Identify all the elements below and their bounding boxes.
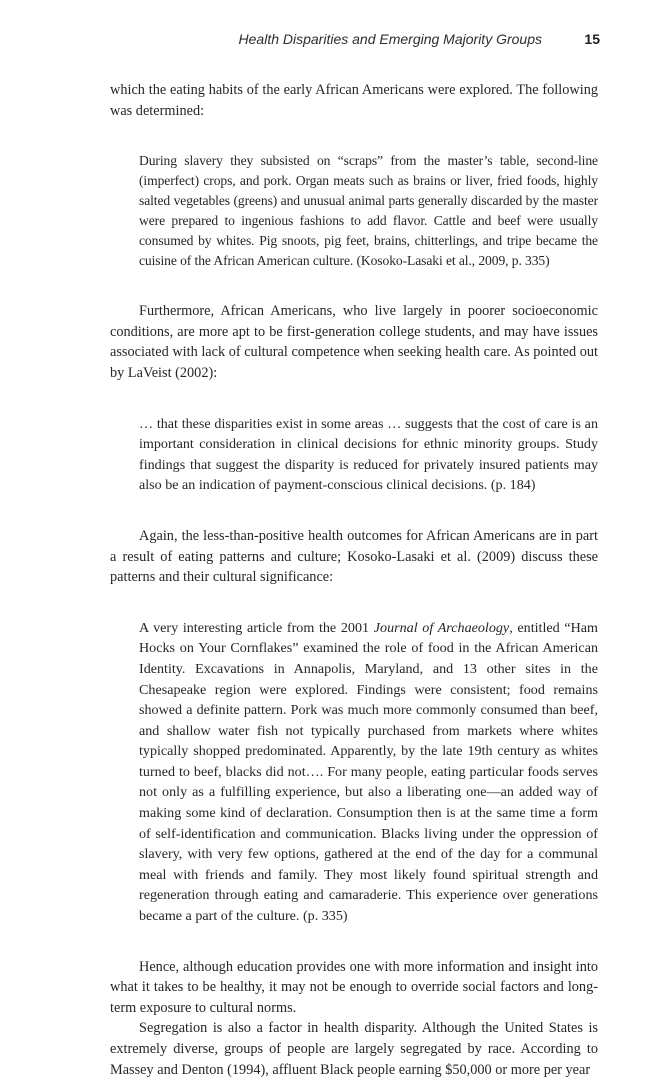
paragraph-intro: which the eating habits of the early African Americans were explored. The following was determined: <box>110 82 598 119</box>
block-quote-text <box>139 618 598 927</box>
quote-rest: , entitled “Ham Hocks on Your Cornflakes” examined the role of food in the African American Identity. Excavations in Annapolis, Maryland, and 13 other sites in the Chesapeake region were explored. Findings were consistent; food remains showed a definite pattern. Pork was much more commonly consumed than beef, and shallow water fish not typically purchased from markets where whites typically shopped predominated. Apparently, by the late 19th century as whites turned to beef, blacks did not…. For many people, eating particular foods serves not only as a fulfilling experience, but also a liberating one—an added way of making some kind of declaration. Consumption then is at the same time a form of self-identification and communication. Blacks living under the oppression of slavery, with very few options, gathered at the end of the day for a communal meal with friends and family. They most likely found spiritual strength and regeneration through eating and camaraderie. This experience over generations became a part of the culture. (p. 335) <box>139 619 599 925</box>
block-quote-archaeology <box>110 618 598 927</box>
page-body <box>110 80 598 1080</box>
block-quote-text: … that these disparities exist in some areas … suggests that the cost of care is an important consideration in clinical decisions for ethnic minority groups. Study findings that suggest the disparity is reduced for privately insured patients may also be an indication of payment-conscious clinical decisions. (p. 184) <box>139 415 598 494</box>
quote-lead: A very interesting article from the 2001 <box>139 619 374 636</box>
block-quote-slavery-diet <box>110 151 598 271</box>
running-title: Health Disparities and Emerging Majority Groups <box>238 31 542 47</box>
block-quote-text: During slavery they subsisted on “scraps” from the master’s table, second-line (imperfect) crops, and pork. Organ meats such as brains or liver, fried foods, highly salted vegetables (greens) and unusual animal parts generally discarded by the master were prepared to ingenious fashions to add flavor. Cattle and beef were usually consumed by whites. Pig snoots, pig feet, brains, chitterlings, and tripe became the cuisine of the African American culture. (Kosoko-Lasaki et al., 2009, p. 335) <box>139 153 598 269</box>
paragraph-socioeconomic: Furthermore, African Americans, who live largely in poorer socioeconomic conditions, are more apt to be first-generation college students, and may have issues associated with lack of cultural competence when seeking health care. As pointed out by LaVeist (2002): <box>110 303 598 381</box>
page-number: 15 <box>584 31 600 47</box>
paragraph-eating-patterns: Again, the less-than-positive health outcomes for African Americans are in part a result of eating patterns and culture; Kosoko-Lasaki et al. (2009) discuss these patterns and their cultural significance: <box>110 527 598 586</box>
paragraph-segregation: Segregation is also a factor in health disparity. Although the United States is extremely diverse, groups of people are largely segregated by race. According to Massey and Denton (1994), affluent Black people earning $50,000 or more per year <box>110 1020 598 1078</box>
block-quote-laveist <box>110 414 598 496</box>
paragraph-education: Hence, although education provides one with more information and insight into what it takes to be healthy, it may not be enough to override social factors and long-term exposure to cultural norms. <box>110 958 598 1016</box>
page-header <box>110 31 600 51</box>
journal-title: Journal of Archaeology <box>373 619 510 636</box>
